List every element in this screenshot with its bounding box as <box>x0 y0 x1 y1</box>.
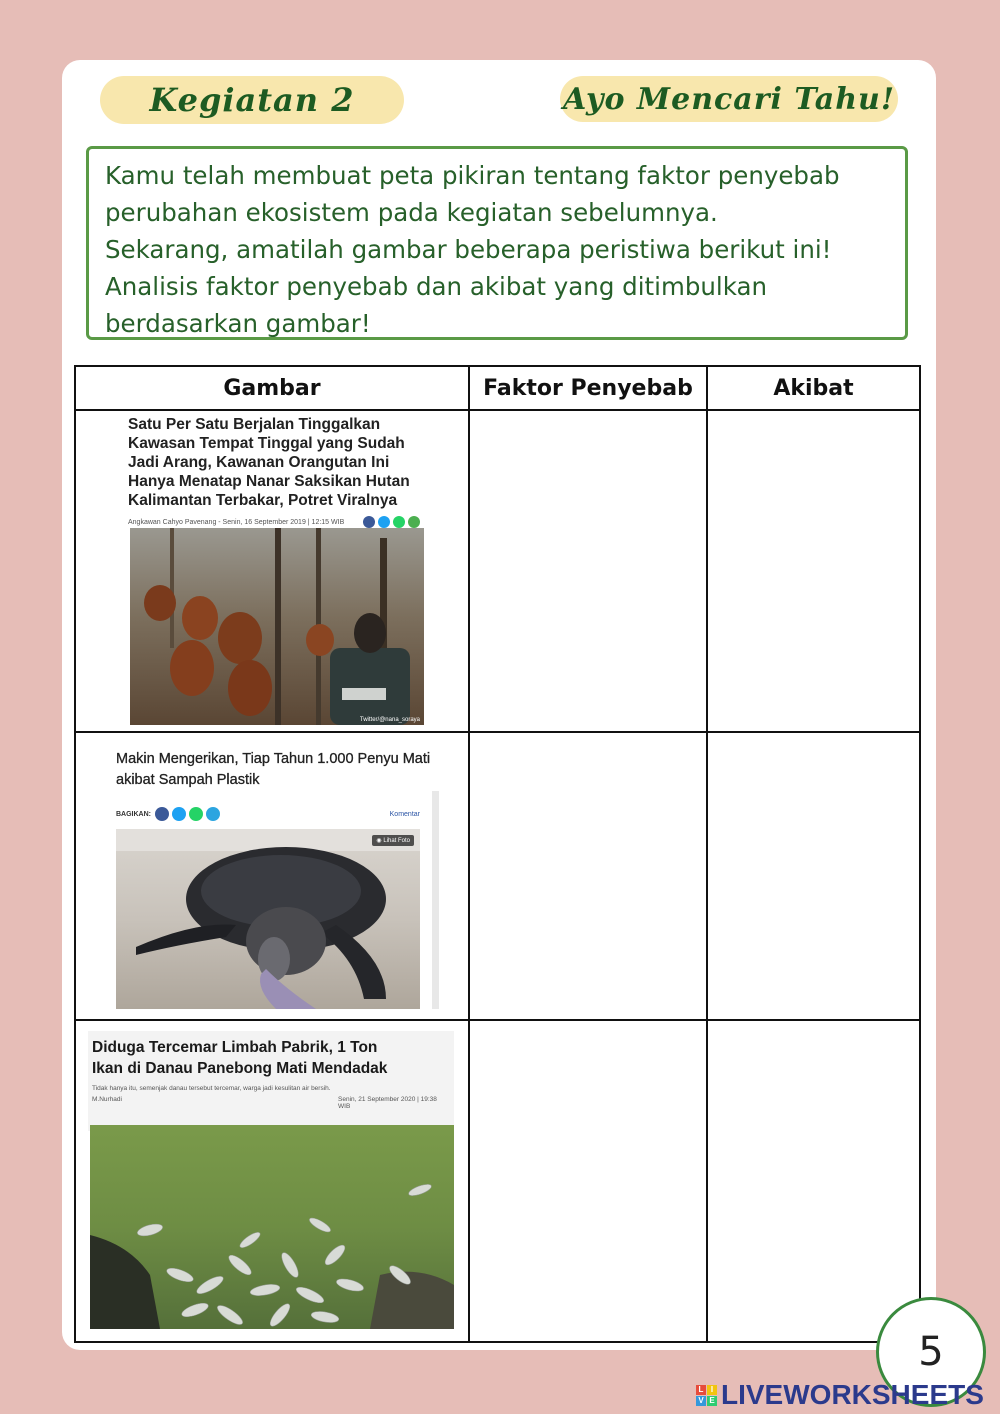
answer-cell-akibat-2[interactable] <box>707 732 920 1020</box>
eye-icon: ◉ <box>376 838 384 844</box>
news-title-line: Ikan di Danau Panebong Mati Mendadak <box>92 1060 388 1077</box>
instruction-line: Kamu telah membuat peta pikiran tentang faktor penyebab <box>105 161 840 190</box>
image-cell-orangutan <box>75 410 469 732</box>
answer-cell-akibat-3[interactable] <box>707 1020 920 1342</box>
orangutan-photo <box>130 528 424 725</box>
photo-credit: Twitter/@nana_soraya <box>359 717 420 723</box>
image-cell-penyu <box>75 732 469 1020</box>
line-icon <box>408 516 420 528</box>
news-meta: Angkawan Cahyo Pavenang - Senin, 16 September 2019 | 12:15 WIB <box>128 518 345 526</box>
header-faktor-penyebab: Faktor Penyebab <box>469 366 707 410</box>
section-title: Ayo Mencari Tahu! <box>560 76 898 122</box>
turtle-photo <box>116 829 420 1009</box>
answer-cell-penyebab-3[interactable] <box>469 1020 707 1342</box>
share-icons <box>155 807 220 821</box>
instruction-line: Analisis faktor penyebab dan akibat yang ditimbulkan <box>105 272 768 301</box>
news-title-line: Diduga Tercemar Limbah Pabrik, 1 Ton <box>92 1039 378 1056</box>
news-title-line: Kawasan Tempat Tinggal yang Sudah <box>128 435 405 452</box>
facebook-icon <box>155 807 169 821</box>
news-title-line: Makin Mengerikan, Tiap Tahun 1.000 Penyu Mati <box>116 751 431 767</box>
whatsapp-icon <box>393 516 405 528</box>
header-akibat: Akibat <box>707 366 920 410</box>
news-title-line: Jadi Arang, Kawanan Orangutan Ini <box>128 454 390 471</box>
news-author: M.Nurhadi <box>92 1096 122 1103</box>
twitter-icon <box>378 516 390 528</box>
comment-link: Komentar <box>389 810 420 818</box>
share-label: BAGIKAN: <box>116 810 151 818</box>
whatsapp-icon <box>189 807 203 821</box>
instruction-line: berdasarkan gambar! <box>105 309 371 338</box>
news-date-suffix: WIB <box>338 1103 351 1110</box>
answer-cell-penyebab-1[interactable] <box>469 410 707 732</box>
liveworksheets-logo <box>696 1380 984 1410</box>
news-title-line: Satu Per Satu Berjalan Tinggalkan <box>128 416 381 433</box>
scrollbar <box>432 791 439 1009</box>
instruction-line: Sekarang, amatilah gambar beberapa peristiwa berikut ini! <box>105 235 832 264</box>
answer-cell-akibat-1[interactable] <box>707 410 920 732</box>
instruction-box <box>86 146 908 340</box>
view-photo-button: ◉ Lihat Foto <box>372 835 414 846</box>
header-gambar: Gambar <box>75 366 469 410</box>
news-title-line: akibat Sampah Plastik <box>116 772 260 788</box>
brand-name: LIVEWORKSHEETS <box>721 1379 984 1410</box>
share-icons <box>363 516 420 528</box>
news-date: Senin, 21 September 2020 | 19:38 <box>338 1096 437 1103</box>
analysis-table <box>74 365 921 1343</box>
news-subtitle: Tidak hanya itu, semenjak danau tersebut tercemar, warga jadi kesulitan air bersih. <box>92 1085 331 1092</box>
telegram-icon <box>206 807 220 821</box>
image-cell-ikan <box>75 1020 469 1342</box>
facebook-icon <box>363 516 375 528</box>
answer-cell-penyebab-2[interactable] <box>469 732 707 1020</box>
dead-fish-photo <box>90 1125 454 1329</box>
news-title-line: Hanya Menatap Nanar Saksikan Hutan <box>128 473 410 490</box>
page-number: 5 <box>876 1297 986 1407</box>
activity-label: Kegiatan 2 <box>100 76 404 124</box>
twitter-icon <box>172 807 186 821</box>
liveworksheets-logo-icon: L I V E <box>696 1385 717 1406</box>
news-title-line: Kalimantan Terbakar, Potret Viralnya <box>128 492 398 509</box>
instruction-line: perubahan ekosistem pada kegiatan sebelumnya. <box>105 198 718 227</box>
